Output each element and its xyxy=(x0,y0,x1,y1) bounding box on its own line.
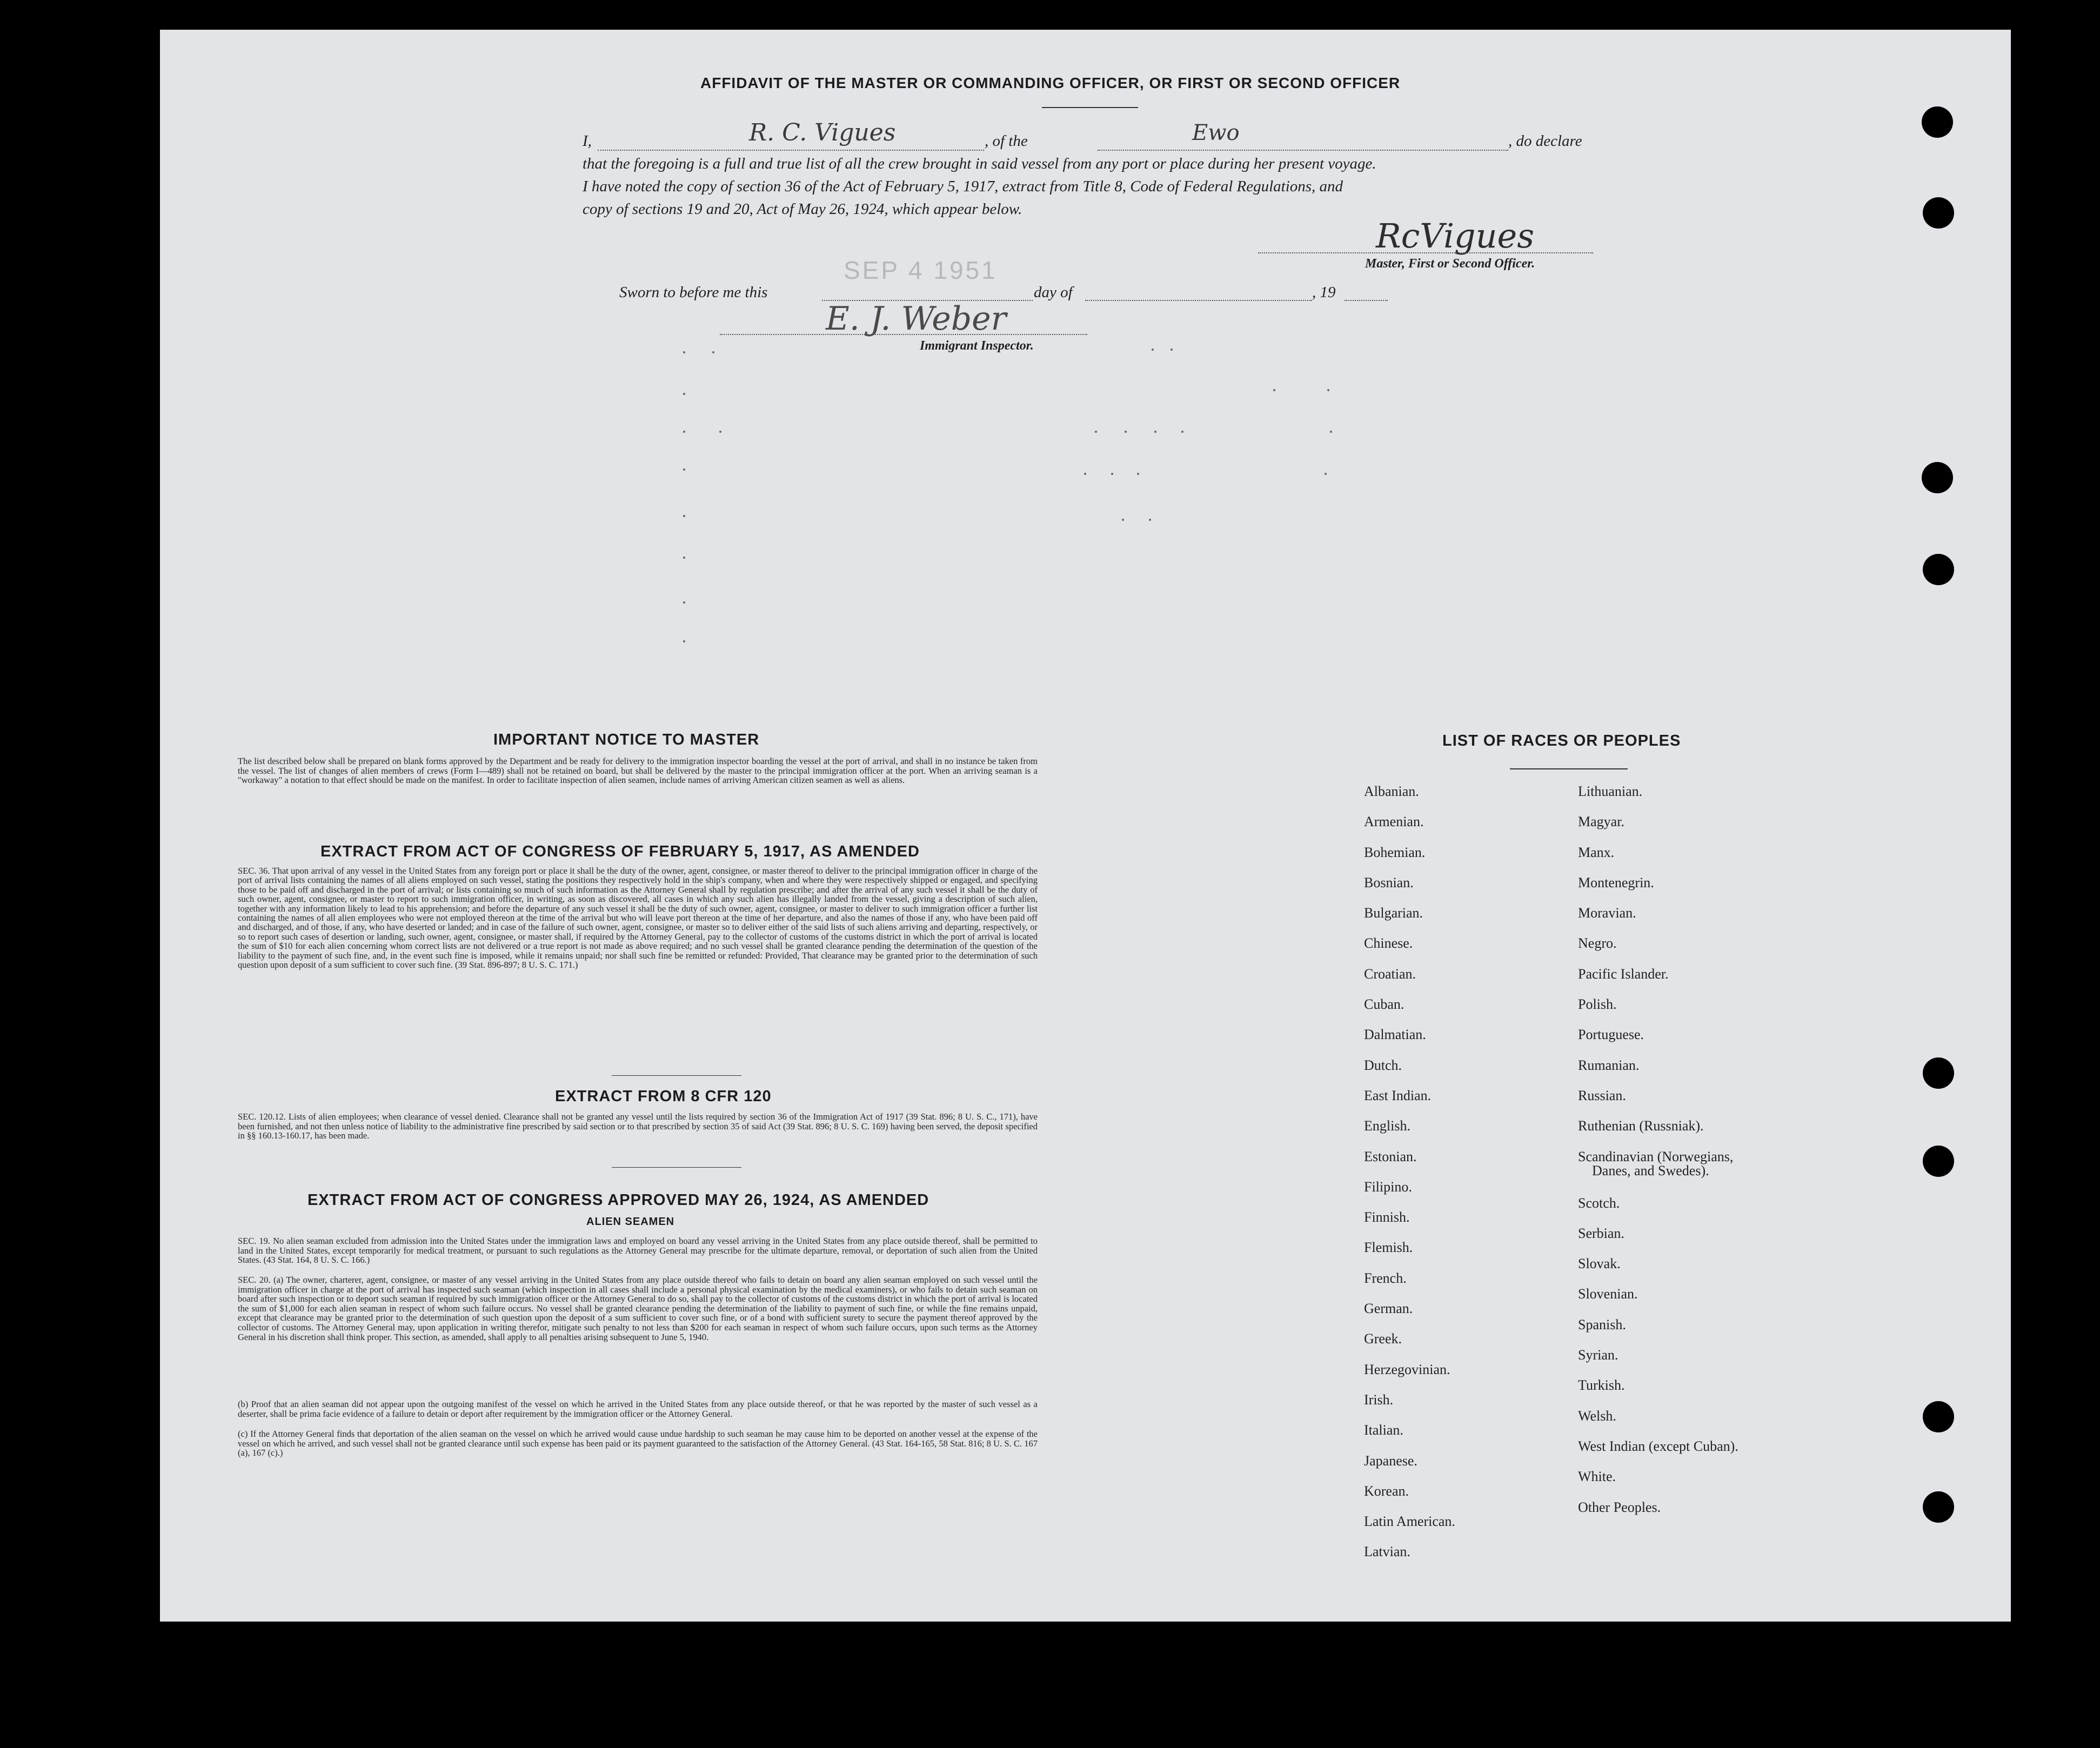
race-item: Latin American. xyxy=(1364,1513,1455,1530)
inspector-signature: E. J. Weber xyxy=(826,300,1007,338)
vessel-blank xyxy=(1098,150,1508,151)
speck xyxy=(1084,473,1086,475)
race-item: Montenegrin. xyxy=(1578,874,1654,890)
affidavit-title: AFFIDAVIT OF THE MASTER OR COMMANDING OFFICER, OR FIRST OR SECOND OFFICER xyxy=(700,75,1401,91)
speck xyxy=(1327,389,1329,391)
speck xyxy=(1181,431,1183,433)
notice-title: IMPORTANT NOTICE TO MASTER xyxy=(493,731,760,748)
speck xyxy=(683,351,685,353)
race-item: Bosnian. xyxy=(1364,874,1414,890)
speck xyxy=(1122,519,1124,521)
speck xyxy=(1154,431,1156,433)
race-item: Serbian. xyxy=(1578,1225,1624,1241)
race-item: Welsh. xyxy=(1578,1408,1616,1424)
speck xyxy=(712,351,714,353)
date-stamp: SEP 4 1951 xyxy=(844,256,998,284)
races-left-column xyxy=(1364,783,1455,1575)
race-item: Latvian. xyxy=(1364,1544,1410,1560)
extract-1917-title: EXTRACT FROM ACT OF CONGRESS OF FEBRUARY 5, 1917, AS AMENDED xyxy=(320,843,920,860)
sec20a-text: SEC. 20. (a) The owner, charterer, agent, consignee, or master of any vessel arriving in the United States from any place outside thereof who fails to detain on board any alien seaman employed on such vessel until the immigration officer in charge at the port of arrival has inspected such seaman (which inspection in all cases shall include a personal physical examination by the medical examiners), or who fails to detain such seaman on board after such inspection or to deport such seaman if required by such immigration officer or the Attorney General to do so, shall pay to the collector of customs of the customs district in which the port of arrival is located the sum of $1,000 for each alien seaman in respect of whom such failure occurs. No vessel shall be granted clearance pending the determination of the liability to payment of such fine, or while the fine remains unpaid, except that clearance may be granted prior to the determination of such question upon the deposit of a sum sufficient to cover such fine, or of a bond with sufficient surety to secure the payment thereof approved by the collector of customs. The Attorney General may, upon application in writing therefor, mitigate such penalty to not less than $200 for each seaman in respect of whom such failure occurs, upon such terms as the Attorney General in his discretion shall think proper. This section, as amended, shall apply to all penalties arising subsequent to June 5, 1940. xyxy=(238,1275,1038,1342)
binder-hole xyxy=(1923,1401,1954,1432)
race-item: Chinese. xyxy=(1364,935,1413,952)
affidavit-line-1: that the foregoing is a full and true list of all the crew brought in said vessel from any port or place during her present voyage. xyxy=(583,155,1376,172)
race-item: Russian. xyxy=(1578,1087,1626,1103)
sworn-label: Sworn to before me this xyxy=(619,284,768,301)
binder-hole xyxy=(1923,197,1954,229)
day-of-label: day of xyxy=(1034,284,1073,301)
races-title: LIST OF RACES OR PEOPLES xyxy=(1442,732,1681,749)
race-item: English. xyxy=(1364,1118,1410,1134)
race-item: Pacific Islander. xyxy=(1578,966,1669,982)
inspector-signature-line xyxy=(720,334,1087,335)
speck xyxy=(1125,431,1127,433)
affidavit-line-2: I have noted the copy of section 36 of the Act of February 5, 1917, extract from Title 8, Code of Federal Regulations, and xyxy=(583,178,1343,195)
race-item: Italian. xyxy=(1364,1422,1403,1438)
race-item: Turkish. xyxy=(1578,1377,1625,1394)
master-signature: RcVigues xyxy=(1376,216,1535,256)
race-item: Dalmatian. xyxy=(1364,1027,1426,1043)
inspector-label: Immigrant Inspector. xyxy=(920,339,1034,353)
race-item: Korean. xyxy=(1364,1483,1409,1499)
speck xyxy=(1095,431,1097,433)
race-item: German. xyxy=(1364,1301,1413,1317)
speck xyxy=(1171,349,1173,351)
notice-text: The list described below shall be prepared on blank forms approved by the Department and be ready for delivery to the immigration inspector boarding the vessel at the port of arrival, and shall in no instance be taken from the vessel. The list of changes of alien members of crews (Form I—489) shall not be retained on board, but shall be delivered by the master to the principal immigration officer at the port. When an arriving seaman is a "workaway" a notation to that effect should be made on the manifest. In order to facilitate inspection of alien seamen, include names of arriving American citizen seamen as well as aliens. xyxy=(238,756,1038,785)
races-title-underline xyxy=(1510,768,1628,769)
race-item: East Indian. xyxy=(1364,1087,1432,1103)
speck xyxy=(1149,519,1151,521)
speck xyxy=(683,601,685,604)
speck xyxy=(683,557,685,559)
declare-label: , do declare xyxy=(1508,132,1582,150)
race-item: Croatian. xyxy=(1364,966,1416,982)
speck xyxy=(683,431,685,433)
race-item: Greek. xyxy=(1364,1331,1402,1347)
master-name-handwritten: R. C. Vigues xyxy=(749,119,896,146)
binder-hole xyxy=(1923,1491,1954,1523)
race-item: Danes, and Swedes). xyxy=(1592,1162,1709,1178)
race-item: Scotch. xyxy=(1578,1195,1620,1211)
section-divider xyxy=(612,1075,741,1076)
race-item: White. xyxy=(1578,1469,1616,1485)
of-the-label: , of the xyxy=(985,132,1028,150)
race-item: Filipino. xyxy=(1364,1178,1412,1195)
sec20c-text: (c) If the Attorney General finds that deportation of the alien seaman on the vessel on which he arrived would cause undue hardship to such seaman he may cause him to be deported on another vessel at the expense of the vessel on which he arrived, and such vessel shall not be granted clearance until such expense has been paid or its payment guaranteed to the satisfaction of the Attorney General. (43 Stat. 164-165, 58 Stat. 816; 8 U. S. C. 167 (a), 167 (c).) xyxy=(238,1429,1038,1458)
race-item: Manx. xyxy=(1578,844,1615,860)
speck xyxy=(683,468,685,471)
document-page xyxy=(160,30,2011,1622)
binder-hole xyxy=(1923,1057,1954,1089)
extract-1924-subtitle: ALIEN SEAMEN xyxy=(586,1216,675,1228)
race-item: Other Peoples. xyxy=(1578,1499,1661,1515)
affidavit-line-3: copy of sections 19 and 20, Act of May 26, 1924, which appear below. xyxy=(583,200,1022,218)
sec19-text: SEC. 19. No alien seaman excluded from admission into the United States under the immigration laws and employed on board any vessel arriving in the United States from any place outside thereof, shall be permitted to land in the United States, except temporarily for medical treatment, or pursuant to such regulations as the Attorney General may prescribe for the ultimate departure, removal, or deportation of such alien from the United States. (43 Stat. 164, 8 U. S. C. 166.) xyxy=(238,1236,1038,1265)
speck xyxy=(683,640,685,642)
speck xyxy=(719,431,721,433)
race-item: Bulgarian. xyxy=(1364,905,1423,921)
binder-hole xyxy=(1923,1146,1954,1177)
race-item: Bohemian. xyxy=(1364,844,1426,860)
race-item: Scandinavian (Norwegians, xyxy=(1578,1148,1734,1164)
race-item: Dutch. xyxy=(1364,1057,1402,1073)
binder-hole xyxy=(1923,554,1954,585)
section-divider xyxy=(612,1167,741,1168)
race-item: Lithuanian. xyxy=(1578,783,1643,799)
binder-hole xyxy=(1922,106,1953,138)
speck xyxy=(683,393,685,395)
race-item: French. xyxy=(1364,1270,1407,1286)
binder-hole xyxy=(1922,462,1953,493)
extract-cfr-text: SEC. 120.12. Lists of alien employees; when clearance of vessel denied. Clearance shall not be granted any vessel until the lists required by section 36 of the Immigration Act of 1917 (39 Stat. 896; 8 U. S. C., 171), have been furnished, and not then unless notice of liability to the administrative fine prescribed by said section or to that prescribed by section 35 of said Act (39 Stat. 896; 8 U. S. C. 169) having been served, the deposit specified in §§ 160.13-160.17, has been made. xyxy=(238,1111,1038,1141)
name-blank xyxy=(598,150,984,151)
speck xyxy=(1330,431,1332,433)
extract-1924-title: EXTRACT FROM ACT OF CONGRESS APPROVED MAY 26, 1924, AS AMENDED xyxy=(307,1191,929,1209)
race-item: Armenian. xyxy=(1364,814,1424,830)
title-underline xyxy=(1042,107,1138,108)
race-item: Herzegovinian. xyxy=(1364,1361,1450,1377)
extract-cfr-title: EXTRACT FROM 8 CFR 120 xyxy=(555,1088,772,1105)
race-item: Portuguese. xyxy=(1578,1027,1644,1043)
race-item: Moravian. xyxy=(1578,905,1636,921)
vessel-name-handwritten: Ewo xyxy=(1192,120,1240,145)
race-item: Slovak. xyxy=(1578,1256,1621,1272)
speck xyxy=(683,515,685,517)
race-item: Ruthenian (Russniak). xyxy=(1578,1118,1704,1134)
year-blank xyxy=(1345,300,1388,301)
sec20b-text: (b) Proof that an alien seaman did not appear upon the outgoing manifest of the vessel on which he arrived in the United States from any place outside thereof, or that he was reported by the master of such vessel as a deserter, shall be prima facie evidence of a failure to detain or deport after requirement by the immigration officer or the Attorney General. xyxy=(238,1399,1038,1419)
speck xyxy=(1325,473,1327,475)
speck xyxy=(1137,473,1139,475)
race-item: Negro. xyxy=(1578,935,1617,952)
race-item: Japanese. xyxy=(1364,1452,1417,1469)
race-item: Polish. xyxy=(1578,996,1617,1013)
race-item: Slovenian. xyxy=(1578,1286,1638,1302)
race-item: Finnish. xyxy=(1364,1209,1410,1225)
races-right-column xyxy=(1578,783,1738,1530)
speck xyxy=(1152,349,1154,351)
master-label: Master, First or Second Officer. xyxy=(1365,257,1535,271)
race-item: Magyar. xyxy=(1578,814,1624,830)
i-label: I, xyxy=(583,132,592,150)
race-item: Albanian. xyxy=(1364,783,1419,799)
race-item: Rumanian. xyxy=(1578,1057,1640,1073)
year-label: , 19 xyxy=(1312,284,1336,301)
race-item: Estonian. xyxy=(1364,1148,1417,1164)
race-item: Syrian. xyxy=(1578,1347,1619,1363)
speck xyxy=(1111,473,1113,475)
race-item: West Indian (except Cuban). xyxy=(1578,1438,1738,1454)
race-item: Irish. xyxy=(1364,1391,1394,1408)
month-blank xyxy=(1085,300,1312,301)
race-item: Cuban. xyxy=(1364,996,1405,1013)
extract-1917-text: SEC. 36. That upon arrival of any vessel in the United States from any foreign port or place it shall be the duty of the owner, agent, consignee, or master thereof to deliver to the principal immigration officer in charge of the port of arrival lists containing the names of all aliens employed on such vessel, stating the positions they respectively hold in the ship's company, when and where they were respectively shipped or engaged, and specifying those to be paid off and discharged in the port of arrival; or lists containing so much of such information as the Attorney General shall by regulation prescribe; and after the arrival of any such vessel it shall be the duty of such owner, agent, consignee, or master to report to such immigration officer, in writing, as soon as discovered, all cases in which any such alien has illegally landed from the vessel, giving a description of such alien, together with any information likely to lead to his apprehension; and before the departure of any such vessel it shall be the duty of such owner, agent, consignee, or master to deliver to such immigration officer a further list containing the names of all alien employees who were not employed thereon at the time of the arrival but who will leave port thereon at the time of her departure, and also the names of those if any, who have been paid off and discharged, and of those, if any, who have deserted or landed; and in case of the failure of such owner, agent, consignee, or master so to deliver either of the said lists of such aliens arriving and departing, respectively, or so to report such cases of desertion or landing, such owner, agent, consignee, or master shall, if required by the Attorney General, pay to the collector of customs of the customs district in which the port of arrival is located the sum of $10 for each alien concerning whom correct lists are not delivered or a true report is not made as above required; and no such vessel shall be granted clearance pending the determination of the question of the liability to the payment of such fine, and, in the event such fine is imposed, while it remains unpaid; nor shall such fine be remitted or refunded: Provided, That clearance may be granted prior to the determination of such question upon deposit of a sum sufficient to cover such fine. (39 Stat. 896-897; 8 U. S. C. 171.) xyxy=(238,866,1038,970)
speck xyxy=(1273,389,1275,391)
race-item: Spanish. xyxy=(1578,1316,1626,1332)
master-signature-line xyxy=(1258,252,1593,253)
race-item: Flemish. xyxy=(1364,1240,1413,1256)
